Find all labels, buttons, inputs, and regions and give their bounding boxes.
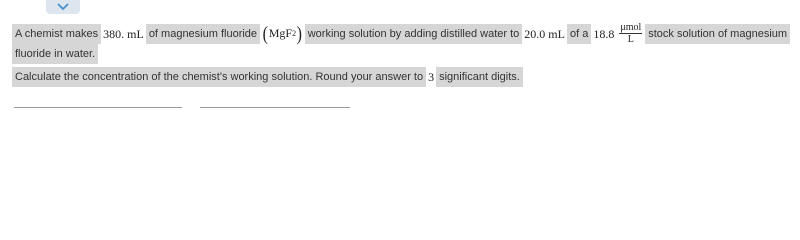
sig-digits-value: 3 <box>428 70 435 84</box>
unit-numerator: μmol <box>620 22 642 33</box>
instruction-line <box>12 67 523 87</box>
instruction-text: significant digits. <box>436 67 523 87</box>
problem-statement-line-2 <box>12 44 98 64</box>
statement-text: of a <box>567 24 591 44</box>
problem-statement-line-1 <box>12 22 790 45</box>
statement-text: working solution by adding distilled water to <box>305 24 523 44</box>
chemical-formula: ( MgF 2 ) <box>262 22 303 45</box>
instruction-text: Calculate the concentration of the chemist's working solution. Round your answer to <box>12 67 426 87</box>
answer-field-border <box>14 107 182 108</box>
chevron-down-icon[interactable] <box>57 3 69 11</box>
tools-panel-border <box>200 107 350 108</box>
stock-volume-value: 20.0 mL <box>524 26 565 41</box>
problem-panel <box>0 0 800 108</box>
statement-text: A chemist makes <box>12 24 101 44</box>
statement-text: fluoride in water. <box>12 44 98 64</box>
collapse-toggle[interactable] <box>46 0 80 14</box>
formula-body: MgF <box>268 26 293 40</box>
final-volume-value: 380. mL <box>103 26 144 41</box>
statement-text: stock solution of magnesium <box>645 24 790 44</box>
statement-text: of magnesium fluoride <box>146 24 260 44</box>
concentration-unit-fraction <box>616 22 645 45</box>
formula-subscript: 2 <box>292 29 297 38</box>
stock-concentration-value: 18.8 <box>593 26 615 41</box>
unit-denominator: L <box>627 34 634 45</box>
